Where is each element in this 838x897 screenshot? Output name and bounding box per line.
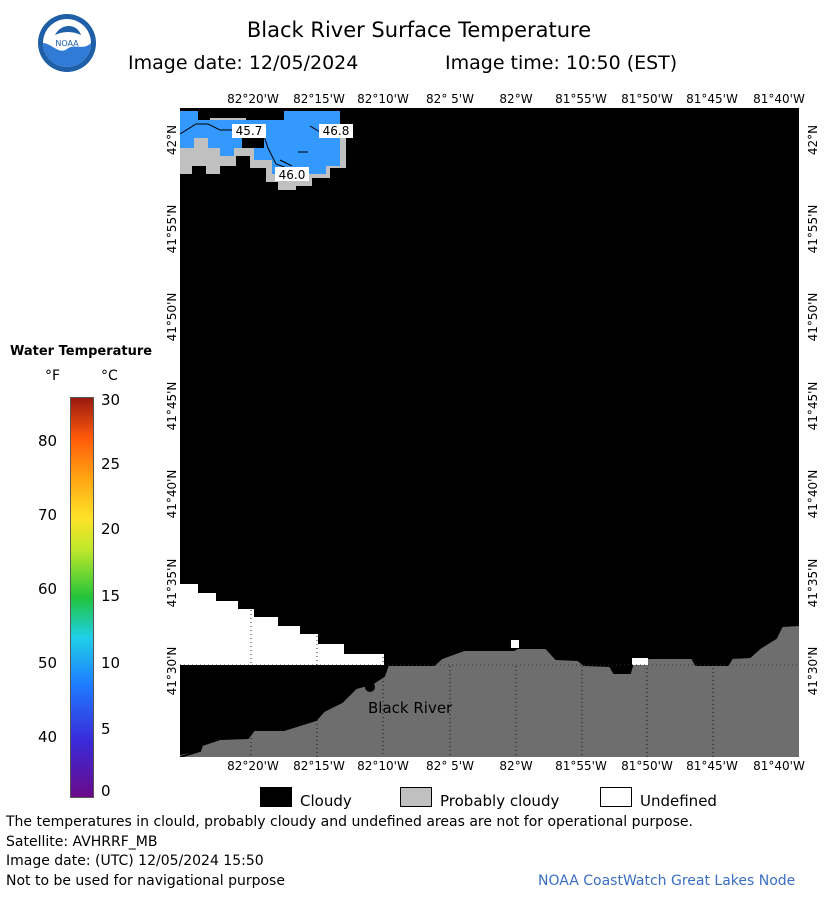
lat-label-right: 41°55'N — [806, 204, 820, 254]
colorbar — [70, 397, 94, 798]
lat-label-left: 42°N — [165, 124, 179, 156]
colorbar-c-tick: 20 — [101, 520, 121, 538]
lat-label-left: 41°35'N — [165, 558, 179, 608]
colorbar-c-tick: 5 — [101, 720, 111, 738]
lon-label-top: 82°W — [499, 92, 533, 106]
lon-label-bottom: 82°15'W — [293, 759, 345, 773]
legend-cloudy-label: Cloudy — [300, 792, 352, 810]
legend-undefined-swatch — [600, 787, 632, 807]
lon-label-bottom: 82°W — [499, 759, 533, 773]
lat-label-right: 41°45'N — [806, 381, 820, 431]
temp-label: 46.8 — [322, 124, 350, 138]
lon-label-top: 82° 5'W — [426, 92, 474, 106]
colorbar-f-tick: 40 — [38, 728, 58, 746]
undefined-patch — [632, 658, 648, 665]
legend-cloudy-swatch — [260, 787, 292, 807]
lon-label-bottom: 81°40'W — [753, 759, 805, 773]
temp-label: 46.0 — [278, 168, 306, 182]
lon-label-bottom: 81°55'W — [555, 759, 607, 773]
lon-label-top: 82°15'W — [293, 92, 345, 106]
colorbar-unit-f: °F — [45, 368, 61, 384]
page-title: Black River Surface Temperature — [246, 18, 592, 42]
lat-label-right: 42°N — [806, 124, 820, 156]
legend-probably-cloudy-label: Probably cloudy — [440, 792, 560, 810]
lon-label-bottom: 82°10'W — [357, 759, 409, 773]
colorbar-c-tick: 0 — [101, 782, 111, 800]
noaa-logo-text: NOAA — [55, 39, 79, 48]
lon-label-top: 81°55'W — [555, 92, 607, 106]
lat-label-right: 41°40'N — [806, 469, 820, 519]
credit-text: NOAA CoastWatch Great Lakes Node — [538, 873, 796, 889]
colorbar-f-tick: 60 — [38, 580, 58, 598]
location-marker — [365, 682, 375, 692]
colorbar-title: Water Temperature — [10, 344, 153, 359]
colorbar-c-tick: 15 — [101, 587, 121, 605]
lat-label-left: 41°55'N — [165, 204, 179, 254]
disclaimer-text: The temperatures in clould, probably cloudy and undefined areas are not for operational purpose. — [6, 814, 693, 830]
colorbar-c-tick: 10 — [101, 654, 121, 672]
lat-label-left: 41°40'N — [165, 469, 179, 519]
image-time: Image time: 10:50 (EST) — [445, 52, 678, 74]
lon-label-top: 82°10'W — [357, 92, 409, 106]
lon-label-bottom: 82°20'W — [227, 759, 279, 773]
lon-label-bottom: 81°50'W — [621, 759, 673, 773]
colorbar-c-tick: 30 — [101, 391, 121, 409]
undefined-patch — [511, 640, 519, 648]
location-label: Black River — [368, 699, 453, 717]
lat-label-right: 41°50'N — [806, 292, 820, 342]
lon-label-top: 81°45'W — [686, 92, 738, 106]
lat-label-right: 41°30'N — [806, 646, 820, 696]
lon-label-top: 81°50'W — [621, 92, 673, 106]
utc-date-text: Image date: (UTC) 12/05/2024 15:50 — [6, 853, 264, 869]
nav-warning-text: Not to be used for navigational purpose — [6, 873, 285, 889]
colorbar-f-tick: 70 — [38, 506, 58, 524]
colorbar-f-tick: 50 — [38, 654, 58, 672]
lat-label-right: 41°35'N — [806, 558, 820, 608]
lon-label-bottom: 81°45'W — [686, 759, 738, 773]
lat-label-left: 41°50'N — [165, 292, 179, 342]
colorbar-unit-c: °C — [101, 368, 118, 384]
lon-label-top: 82°20'W — [227, 92, 279, 106]
temp-label: 45.7 — [235, 124, 263, 138]
colorbar-c-tick: 25 — [101, 455, 121, 473]
satellite-text: Satellite: AVHRRF_MB — [6, 834, 158, 850]
legend-undefined-label: Undefined — [640, 792, 717, 810]
temperature-map — [180, 108, 799, 757]
lon-label-top: 81°40'W — [753, 92, 805, 106]
lat-label-left: 41°30'N — [165, 646, 179, 696]
lon-label-bottom: 82° 5'W — [426, 759, 474, 773]
lat-label-left: 41°45'N — [165, 381, 179, 431]
colorbar-f-tick: 80 — [38, 432, 58, 450]
image-date: Image date: 12/05/2024 — [128, 52, 359, 74]
legend-probably-cloudy-swatch — [400, 787, 432, 807]
